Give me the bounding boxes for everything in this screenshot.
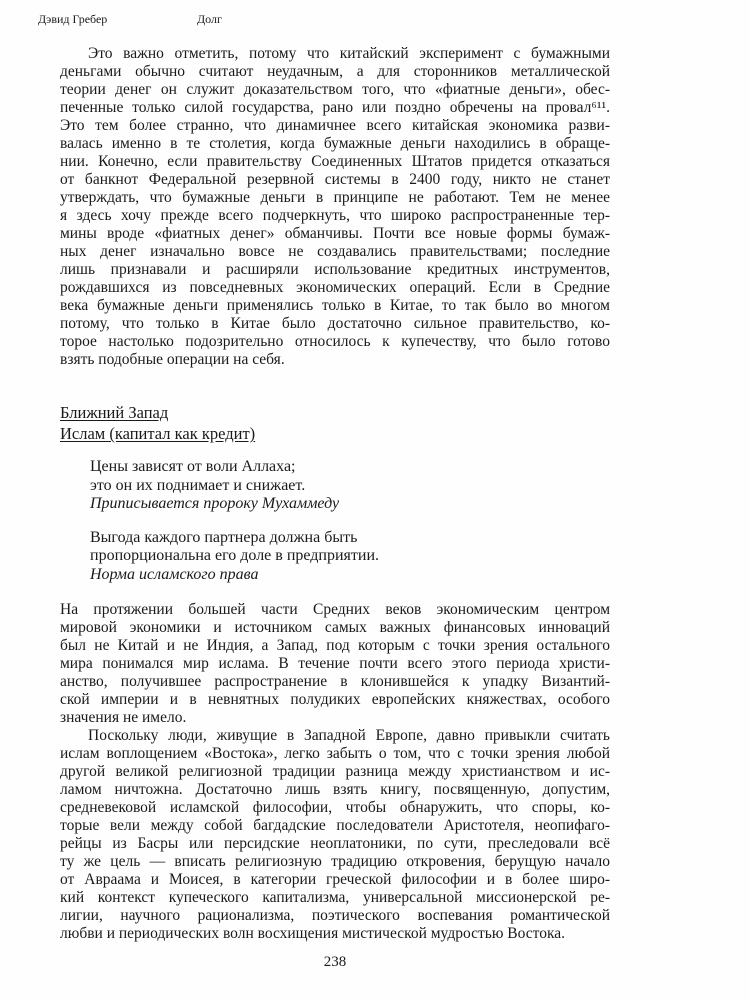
text-line: лишь признавали и расширяли использование кредитных инструментов, bbox=[60, 261, 610, 278]
text-line: торые вели между собой багдадские последователи Аристотеля, неопифаго- bbox=[60, 817, 610, 834]
text-line: мины вроде «фиатных денег» обманчивы. Почти все новые формы бумаж- bbox=[60, 225, 610, 242]
section-heading: Ислам (капитал как кредит) bbox=[60, 424, 256, 443]
text-line: утверждать, что бумажные деньги в принципе не работают. Тем не менее bbox=[60, 189, 610, 206]
text-line: торое настолько подозрительно относилось к купечеству, что было готово bbox=[60, 333, 610, 350]
text-line: лигии, научного рационализма, поэтического воспевания романтической bbox=[60, 907, 610, 924]
text-line: рейцы из Басры или персидские неоплатоники, по сути, преследовали всё bbox=[60, 835, 610, 852]
text-line: теории денег он служит доказательством того, что «фиатные деньги», обес- bbox=[60, 81, 610, 98]
spacer bbox=[60, 584, 610, 601]
section-heading: Ближний Запад bbox=[60, 403, 169, 422]
text-line: от Авраама и Моисея, в категории греческой философии и в более широ- bbox=[60, 871, 610, 888]
paragraph bbox=[60, 45, 610, 369]
text-line: я здесь хочу прежде всего подчеркнуть, что широко распространенные тер- bbox=[60, 207, 610, 224]
text-line: мира понимался мир ислама. В течение почти всего этого периода христи- bbox=[60, 655, 610, 672]
quote-line: это он их поднимает и снижает. bbox=[90, 476, 306, 494]
text-line: средневековой исламской философии, чтобы обнаружить, что споры, ко- bbox=[60, 799, 610, 816]
spacer bbox=[60, 444, 610, 458]
text-line: другой великой религиозной традиции разница между христианством и ис- bbox=[60, 763, 610, 780]
paragraph bbox=[60, 601, 610, 727]
running-head bbox=[38, 12, 222, 26]
text-line: ислам воплощением «Востока», легко забыть о том, что с точки зрения любой bbox=[60, 745, 610, 762]
text-line: века бумажные деньги применялись только в Китае, то так было во многом bbox=[60, 297, 610, 314]
spacer bbox=[60, 369, 610, 402]
text-line: Это важно отметить, потому что китайский эксперимент с бумажными bbox=[88, 45, 610, 62]
text-line: Поскольку люди, живущие в Западной Европе, давно привыкли считать bbox=[88, 727, 610, 744]
text-line: валась именно в те столетия, когда бумажные деньги находились в обраще- bbox=[60, 135, 610, 152]
text-line: значения не имело. bbox=[60, 709, 187, 726]
running-head-title: Долг bbox=[197, 12, 222, 26]
quote-line: пропорциональна его доле в предприятии. bbox=[90, 547, 380, 564]
text-line: нии. Конечно, если правительству Соединенных Штатов придется отказаться bbox=[60, 153, 610, 170]
text-line: ных денег изначально вовсе не создавались правительствами; последние bbox=[60, 243, 610, 260]
text-line: рождавшихся из повседневных экономических операций. Если в Средние bbox=[60, 279, 610, 296]
paragraph bbox=[60, 727, 610, 943]
quote-attribution: Норма исламского права bbox=[90, 565, 259, 583]
quote-line: Выгода каждого партнера должна быть bbox=[90, 528, 358, 546]
quote-line: Цены зависят от воли Аллаха; bbox=[90, 458, 296, 475]
text-line: анство, получившее распространение в клонившейся к упадку Византий- bbox=[60, 673, 610, 690]
text-line: взять подобные операции на себя. bbox=[60, 351, 285, 368]
text-line: деньгами обычно считают неудачным, а для сторонников металлической bbox=[60, 63, 610, 80]
text-line: потому, что только в Китае было достаточно сильное правительство, ко- bbox=[60, 315, 610, 332]
text-line: мировой экономики и источником самых важных финансовых инноваций bbox=[60, 619, 610, 636]
block-quote bbox=[60, 529, 610, 585]
text-line: ламом ничтожна. Достаточно лишь взять книгу, посвященную, допустим, bbox=[60, 781, 610, 798]
running-head-author: Дэвид Гребер bbox=[38, 12, 108, 26]
text-line: На протяжении большей части Средних веков экономическим центром bbox=[60, 601, 610, 618]
page-number: 238 bbox=[323, 954, 347, 970]
text-line: был не Китай и не Индия, а Запад, под которым с точки зрения остального bbox=[60, 637, 610, 654]
text-line: кий контекст купеческого капитализма, универсальной миссионерской ре- bbox=[60, 889, 610, 906]
text-line: любви и периодических волн восхищения мистической мудростью Востока. bbox=[60, 925, 566, 942]
text-line: Это тем более странно, что динамичнее всего китайская экономика разви- bbox=[60, 117, 610, 134]
text-line: от банкнот Федеральной резервной системы в 2400 году, никто не станет bbox=[60, 171, 610, 188]
block-quote bbox=[60, 458, 610, 514]
text-line: печенные только силой государства, рано или поздно обречены на провал⁶¹¹. bbox=[60, 99, 610, 116]
text-block bbox=[60, 45, 610, 943]
text-line: ской империи и в невнятных полудиких европейских княжествах, особого bbox=[60, 691, 610, 708]
text-line: ту же цель — вписать религиозную традицию откровения, берущую начало bbox=[60, 853, 610, 870]
quote-attribution: Приписывается пророку Мухаммеду bbox=[90, 495, 340, 512]
spacer bbox=[60, 514, 610, 529]
